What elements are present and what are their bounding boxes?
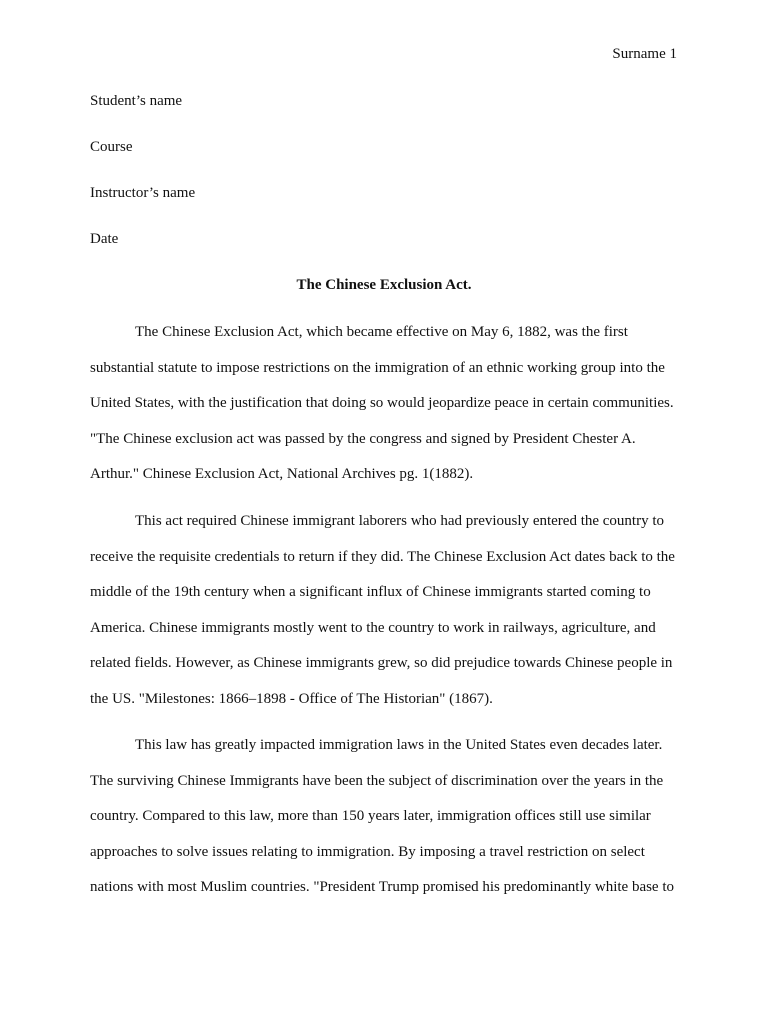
instructor-name: Instructor’s name bbox=[90, 185, 196, 201]
paragraph-line: the US. "Milestones: 1866–1898 - Office of The Historian" (1867). bbox=[90, 690, 493, 707]
paragraph-line: approaches to solve issues relating to immigration. By imposing a travel restriction on select bbox=[90, 843, 645, 860]
date-line: Date bbox=[90, 231, 119, 247]
paragraph-line: America. Chinese immigrants mostly went to the country to work in railways, agriculture, and bbox=[90, 619, 656, 636]
paragraph-3 bbox=[90, 736, 680, 914]
paragraph-line: receive the requisite credentials to return if they did. The Chinese Exclusion Act dates back to the bbox=[90, 548, 675, 565]
paragraph-1 bbox=[90, 323, 680, 501]
paragraph-line: This act required Chinese immigrant laborers who had previously entered the country to bbox=[135, 513, 665, 529]
paragraph-line: The Chinese Exclusion Act, which became effective on May 6, 1882, was the first bbox=[135, 324, 628, 340]
paragraph-2 bbox=[90, 512, 680, 726]
essay-title: The Chinese Exclusion Act. bbox=[296, 277, 472, 293]
paragraph-line: United States, with the justification that doing so would jeopardize peace in certain communities. bbox=[90, 395, 674, 412]
paragraph-line: Arthur." Chinese Exclusion Act, National Archives pg. 1(1882). bbox=[90, 466, 474, 483]
paragraph-line: related fields. However, as Chinese immigrants grew, so did prejudice towards Chinese people in bbox=[90, 655, 673, 672]
paragraph-line: middle of the 19th century when a significant influx of Chinese immigrants started coming to bbox=[90, 584, 651, 601]
paragraph-line: substantial statute to impose restrictions on the immigration of an ethnic working group into the bbox=[90, 359, 665, 376]
paragraph-line: nations with most Muslim countries. "President Trump promised his predominantly white base to bbox=[90, 879, 675, 896]
paragraph-line: country. Compared to this law, more than 150 years later, immigration offices still use similar bbox=[90, 808, 651, 825]
paragraph-line: The surviving Chinese Immigrants have been the subject of discrimination over the years in the bbox=[90, 772, 664, 789]
course-name: Course bbox=[90, 139, 133, 155]
student-name: Student’s name bbox=[90, 93, 183, 109]
running-head: Surname 1 bbox=[612, 46, 677, 62]
paragraph-line: This law has greatly impacted immigration laws in the United States even decades later. bbox=[135, 737, 663, 753]
paragraph-line: "The Chinese exclusion act was passed by the congress and signed by President Chester A. bbox=[90, 430, 636, 447]
